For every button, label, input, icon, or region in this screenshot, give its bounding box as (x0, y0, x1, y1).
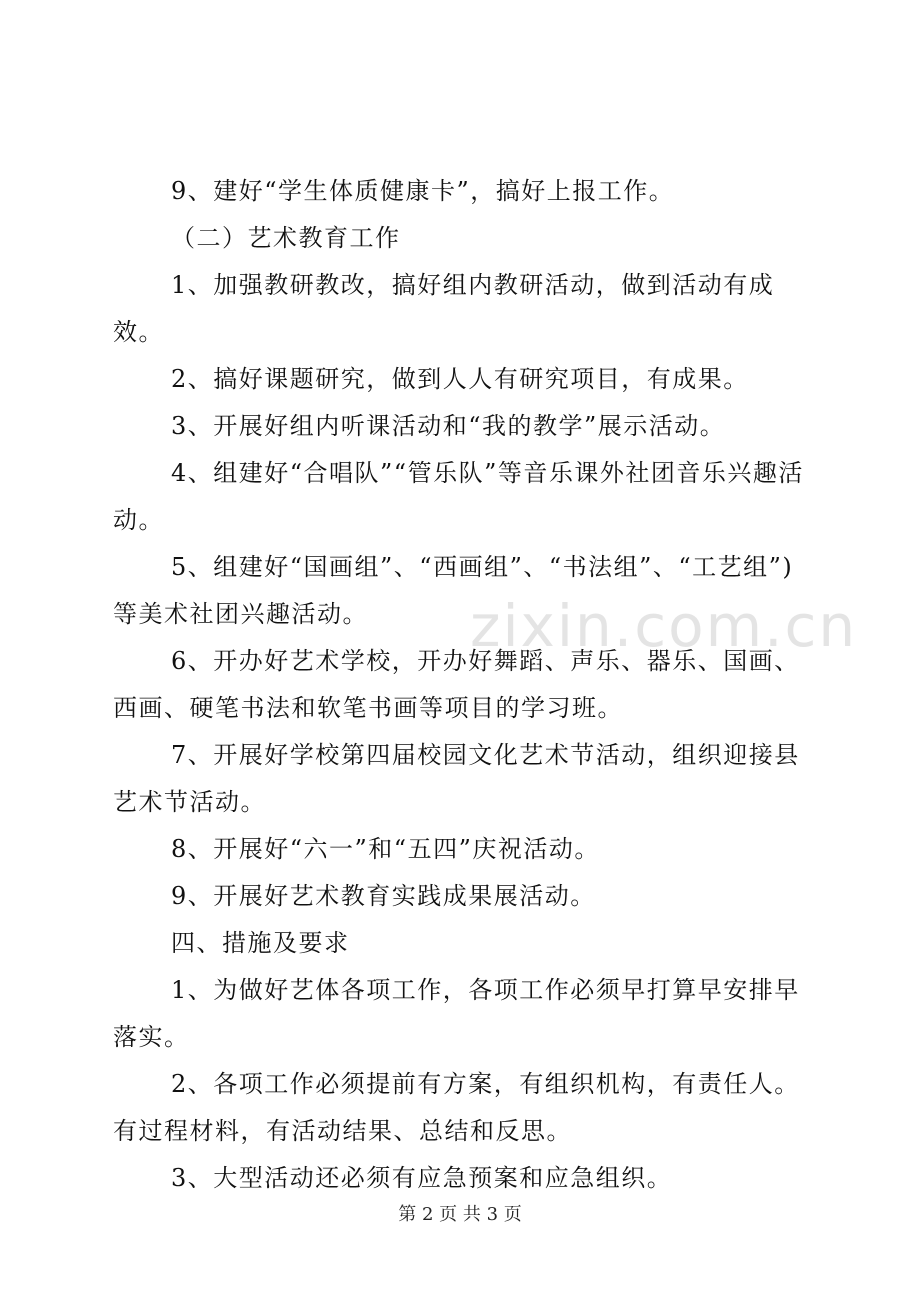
paragraph: 2、搞好课题研究，做到人人有研究项目，有成果。 (171, 365, 749, 393)
paragraph: 9、建好“学生体质健康卡”，搞好上报工作。 (171, 177, 675, 205)
paragraph: 1、为做好艺体各项工作，各项工作必须早打算早安排早落实。 (113, 976, 800, 1051)
paragraph: 7、开展好学校第四届校园文化艺术节活动，组织迎接县艺术节活动。 (113, 741, 800, 816)
paragraph: 8、开展好“六一”和“五四”庆祝活动。 (171, 835, 600, 863)
paragraph: 4、组建好“合唱队”“管乐队”等音乐课外社团音乐兴趣活动。 (113, 459, 804, 534)
paragraph: 9、开展好艺术教育实践成果展活动。 (171, 882, 596, 910)
paragraph: 2、各项工作必须提前有方案，有组织机构，有责任人。有过程材料，有活动结果、总结和反思。 (113, 1070, 800, 1145)
paragraph: 6、开办好艺术学校，开办好舞蹈、声乐、器乐、国画、西画、硬笔书法和软笔书画等项目的学习班。 (113, 647, 800, 722)
paragraph: 5、组建好“国画组”、“西画组”、“书法组”、“工艺组”)等美术社团兴趣活动。 (113, 553, 794, 628)
paragraph: 3、大型活动还必须有应急预案和应急组织。 (171, 1164, 673, 1192)
document-body (113, 168, 813, 1202)
paragraph: 1、加强教研教改，搞好组内教研活动，做到活动有成效。 (113, 271, 775, 346)
watermark: zixin.com.cn (470, 592, 858, 660)
section-heading: （二）艺术教育工作 (171, 224, 401, 252)
paragraph: 3、开展好组内听课活动和“我的教学”展示活动。 (171, 412, 726, 440)
page-footer: 第 2 页 共 3 页 (398, 1204, 522, 1225)
section-heading: 四、措施及要求 (171, 929, 350, 957)
